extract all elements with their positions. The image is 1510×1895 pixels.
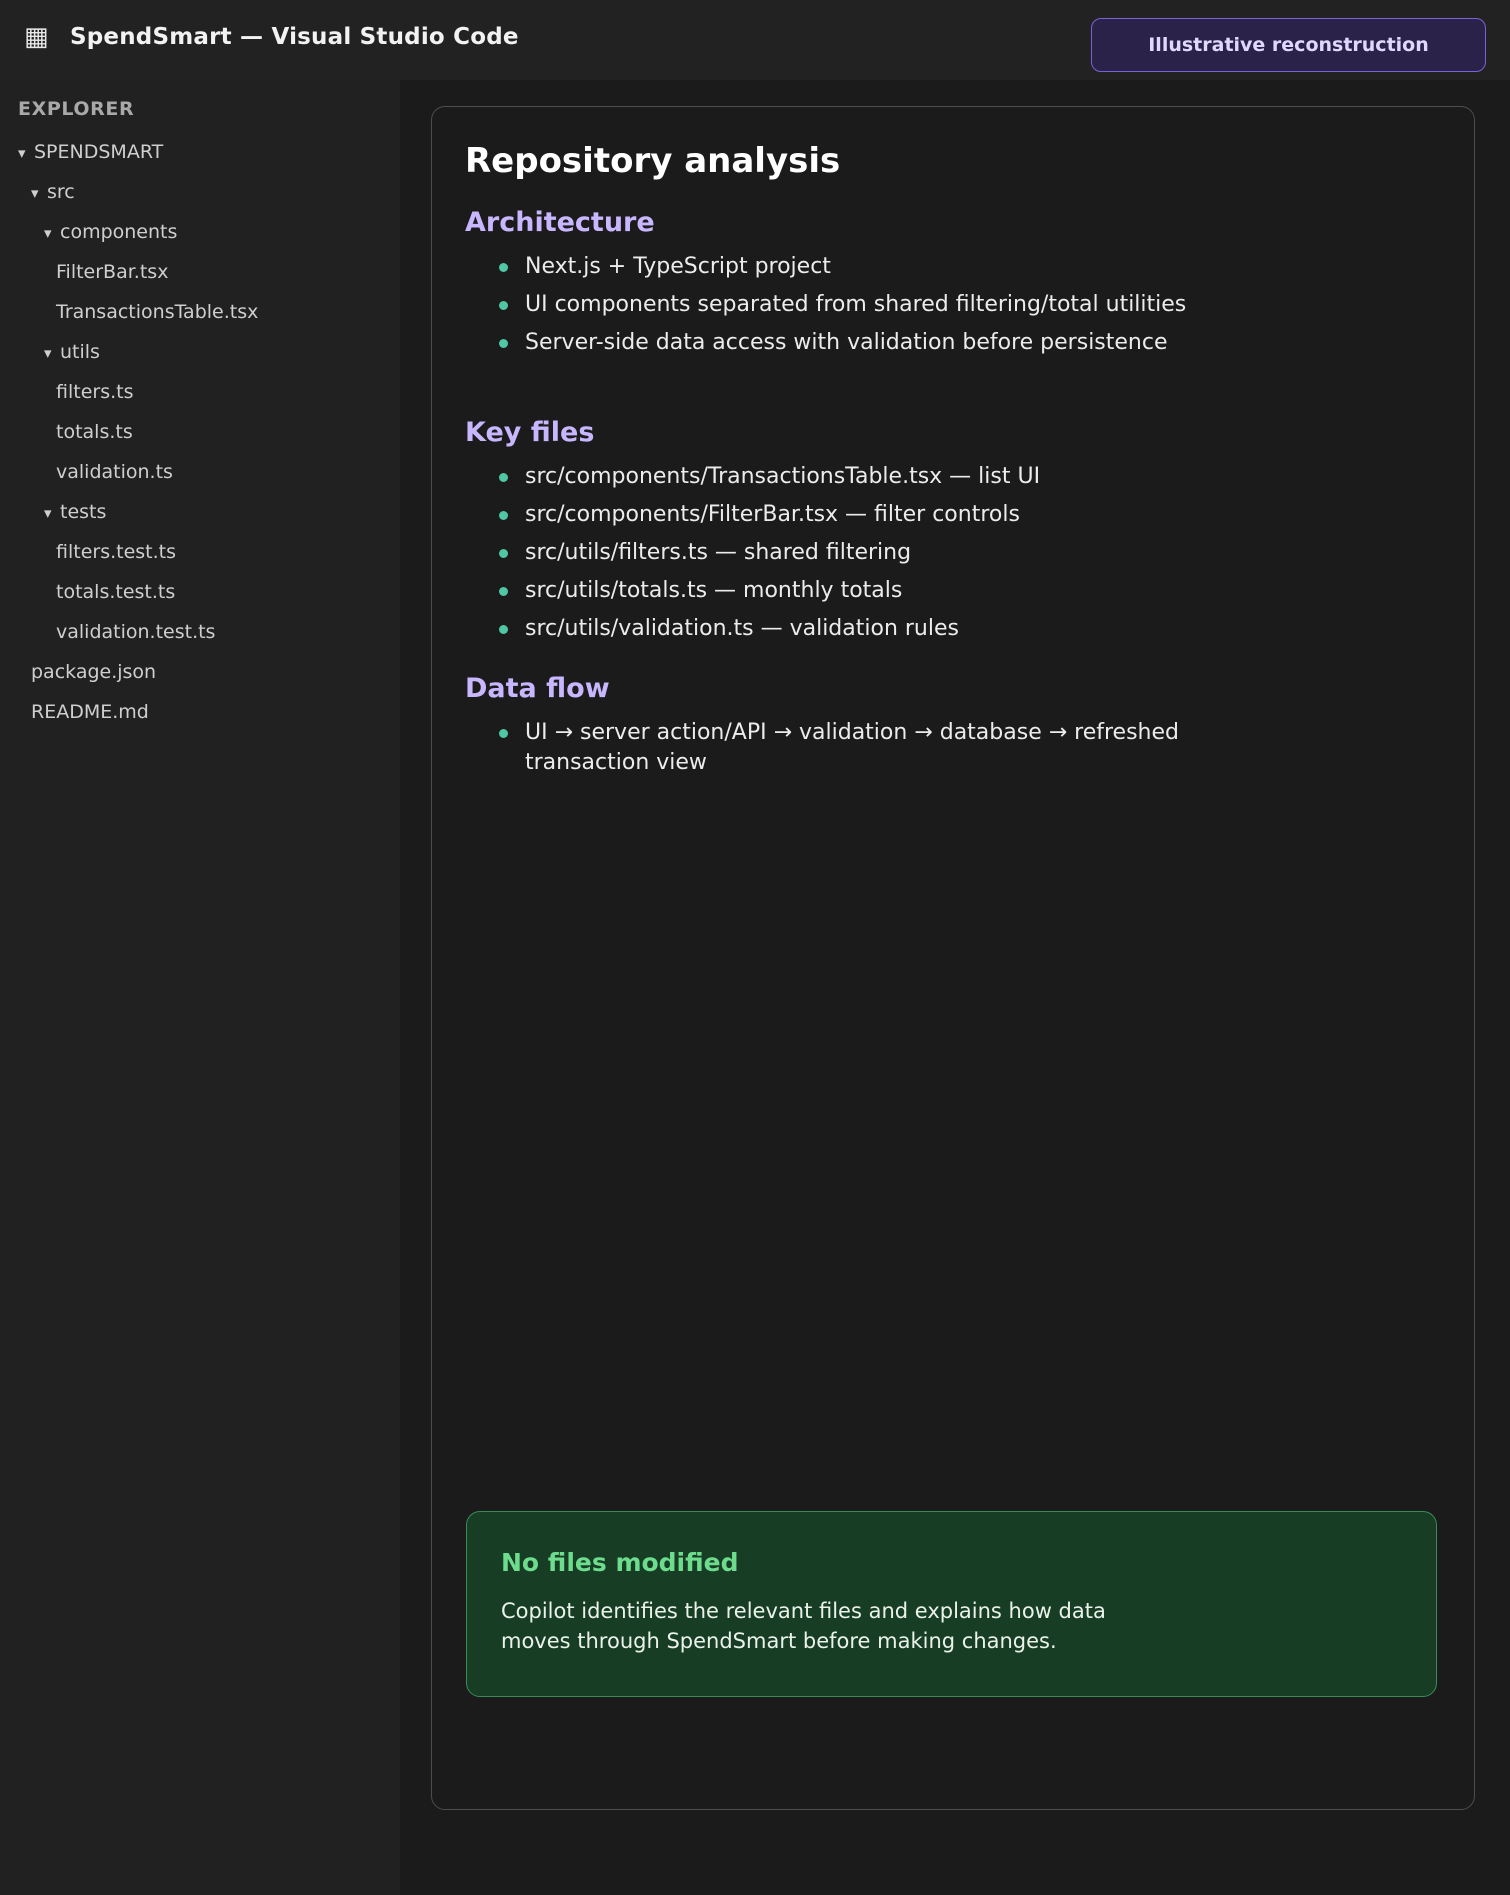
panel-title: Repository analysis [465, 141, 841, 181]
bullet-icon [499, 729, 508, 738]
tree-file[interactable] [56, 456, 173, 488]
tree-item-label: totals.ts [56, 421, 133, 443]
analysis-panel [431, 106, 1475, 1810]
list-item: Server-side data access with validation before persistence [465, 328, 1225, 358]
tree-item-label: components [60, 221, 178, 243]
bullet-icon [499, 301, 508, 310]
tree-file[interactable] [56, 376, 133, 408]
tree-item-label: package.json [31, 661, 157, 683]
bullet-icon [499, 625, 508, 634]
explorer-sidebar [0, 80, 400, 1895]
list-item: UI components separated from shared filtering/total utilities [465, 290, 1225, 320]
tree-item-label: filters.ts [56, 381, 134, 403]
chevron-down-icon[interactable]: ▾ [18, 144, 26, 162]
window-title: SpendSmart — Visual Studio Code [70, 24, 519, 50]
tree-item-label: validation.ts [56, 461, 173, 483]
list-item: src/utils/filters.ts — shared filtering [465, 538, 1225, 568]
section-heading-key-files: Key files [465, 417, 595, 448]
bullet-icon [499, 549, 508, 558]
reconstruction-badge: Illustrative reconstruction [1091, 18, 1486, 72]
list-item: src/components/TransactionsTable.tsx — list UI [465, 462, 1225, 492]
title-bar [0, 0, 1510, 80]
bullet-icon [499, 263, 508, 272]
tree-item-label: FilterBar.tsx [56, 261, 169, 283]
key-files-list [465, 462, 1225, 652]
tree-file[interactable] [31, 696, 149, 728]
tree-file[interactable] [56, 576, 175, 608]
no-files-modified-notice [466, 1511, 1437, 1697]
tree-item-label: validation.test.ts [56, 621, 216, 643]
tree-file[interactable] [56, 616, 215, 648]
bullet-icon [499, 587, 508, 596]
bullet-icon [499, 473, 508, 482]
tree-folder[interactable] [31, 176, 75, 208]
explorer-heading: EXPLORER [18, 98, 135, 120]
notice-body: Copilot identifies the relevant files and explains how data moves through SpendSmart before making changes. [501, 1599, 1106, 1653]
tree-item-label: TransactionsTable.tsx [56, 301, 259, 323]
bullet-icon [499, 339, 508, 348]
section-heading-architecture: Architecture [465, 207, 655, 238]
list-item: src/utils/validation.ts — validation rules [465, 614, 1225, 644]
tree-file[interactable] [56, 296, 258, 328]
tree-folder[interactable] [44, 336, 100, 368]
chevron-down-icon[interactable]: ▾ [31, 184, 39, 202]
tree-item-label: tests [60, 501, 107, 523]
chevron-down-icon[interactable]: ▾ [44, 344, 52, 362]
tree-item-label: SPENDSMART [34, 141, 164, 163]
data-flow-list [465, 718, 1225, 786]
tree-file[interactable] [56, 536, 176, 568]
chevron-down-icon[interactable]: ▾ [44, 504, 52, 522]
tree-item-label: utils [60, 341, 100, 363]
tree-folder[interactable] [18, 136, 163, 168]
list-item: Next.js + TypeScript project [465, 252, 1225, 282]
tree-item-label: totals.test.ts [56, 581, 176, 603]
tree-file[interactable] [31, 656, 156, 688]
architecture-list [465, 252, 1225, 366]
tree-file[interactable] [56, 416, 133, 448]
tree-item-label: src [47, 181, 75, 203]
list-item: src/components/FilterBar.tsx — filter controls [465, 500, 1225, 530]
tree-item-label: filters.test.ts [56, 541, 177, 563]
tree-item-label: README.md [31, 701, 149, 723]
notice-title: No files modified [501, 1548, 739, 1577]
grid-icon: ▦ [24, 22, 49, 52]
section-heading-data-flow: Data flow [465, 673, 610, 704]
bullet-icon [499, 511, 508, 520]
tree-folder[interactable] [44, 216, 177, 248]
tree-file[interactable] [56, 256, 168, 288]
tree-folder[interactable] [44, 496, 106, 528]
list-item: src/utils/totals.ts — monthly totals [465, 576, 1225, 606]
list-item: UI → server action/API → validation → database → refreshed transaction view [465, 718, 1225, 778]
chevron-down-icon[interactable]: ▾ [44, 224, 52, 242]
